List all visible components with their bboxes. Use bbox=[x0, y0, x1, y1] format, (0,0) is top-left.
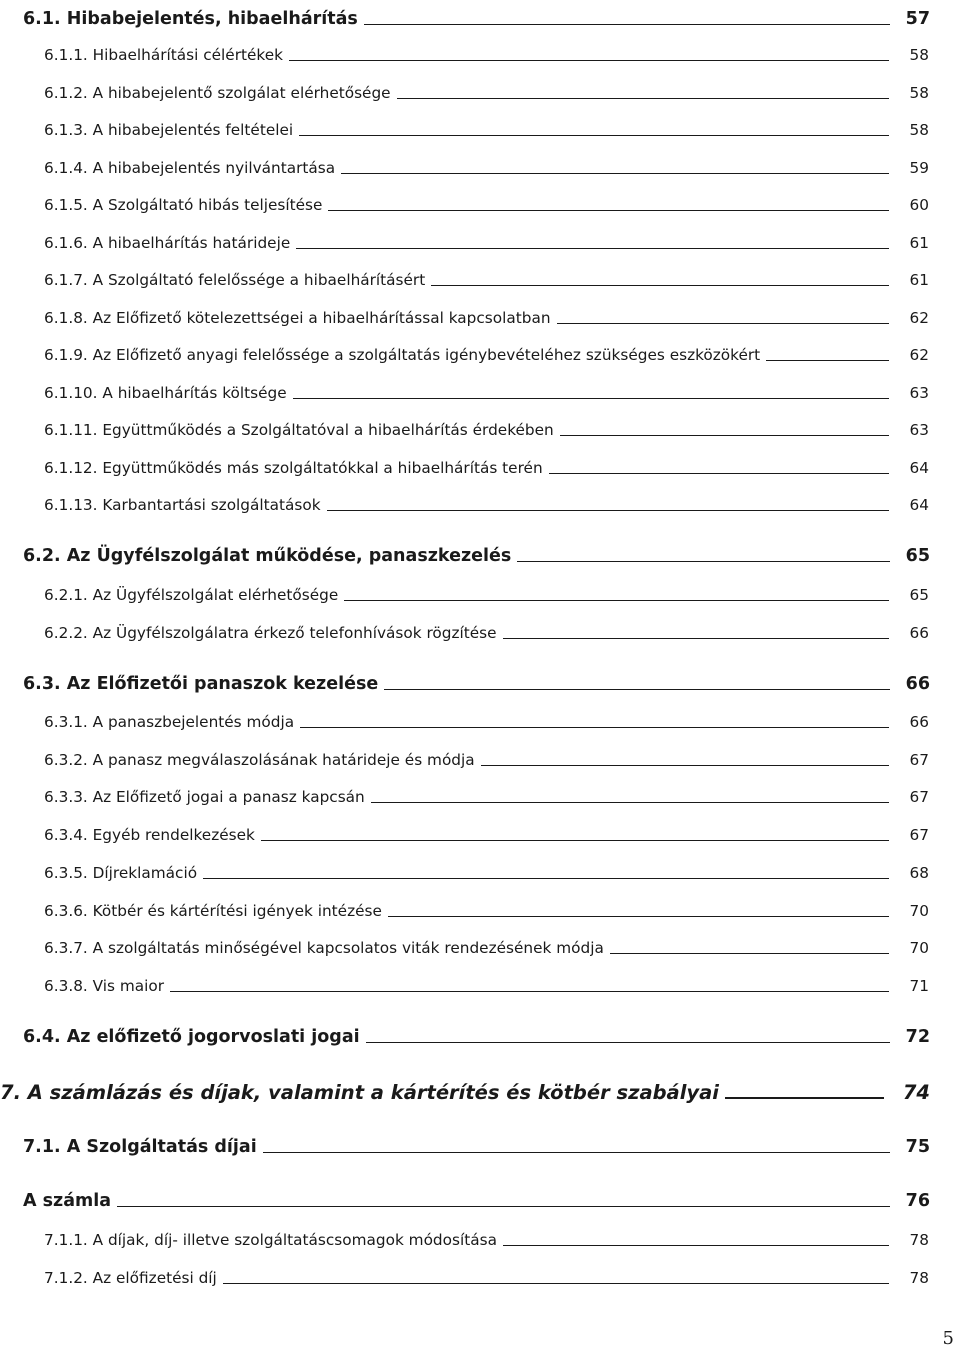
toc-entry-page-number: 67 bbox=[909, 788, 929, 806]
toc-leader-line bbox=[261, 840, 889, 841]
toc-entry-page-number: 59 bbox=[909, 159, 929, 177]
toc-entry-label: 7. A számlázás és díjak, valamint a kártérítés és kötbér szabályai bbox=[0, 1081, 719, 1104]
toc-entry[interactable] bbox=[0, 1257, 960, 1287]
toc-entry-label: 6.1.7. A Szolgáltató felelőssége a hibaelhárításért bbox=[44, 271, 426, 289]
toc-entry-page-number: 66 bbox=[909, 624, 929, 642]
toc-entry-label: 6.3.5. Díjreklamáció bbox=[44, 864, 198, 882]
toc-entry-label: 6.2.1. Az Ügyfélszolgálat elérhetősége bbox=[44, 586, 339, 604]
toc-entry-page-number: 63 bbox=[909, 421, 929, 439]
toc-entry[interactable] bbox=[0, 34, 960, 64]
toc-entry-label: 6.1.4. A hibabejelentés nyilvántartása bbox=[44, 159, 336, 177]
toc-leader-line bbox=[431, 285, 889, 286]
toc-leader-line bbox=[766, 360, 889, 361]
toc-entry-label: 7.1.1. A díjak, díj- illetve szolgáltatáscsomagok módosítása bbox=[44, 1231, 497, 1249]
toc-entry-page-number: 70 bbox=[909, 902, 929, 920]
toc-leader-line bbox=[517, 561, 890, 562]
toc-entry-label: 6.1.12. Együttműködés más szolgáltatókkal a hibaelhárítás terén bbox=[44, 459, 543, 477]
toc-leader-line bbox=[289, 60, 889, 61]
toc-entry[interactable] bbox=[0, 927, 960, 957]
toc-entry[interactable] bbox=[0, 1016, 960, 1046]
toc-entry[interactable] bbox=[0, 612, 960, 642]
toc-entry[interactable] bbox=[0, 447, 960, 477]
toc-entry-page-number: 62 bbox=[909, 346, 929, 364]
toc-entry-page-number: 63 bbox=[909, 384, 929, 402]
toc-entry[interactable] bbox=[0, 1219, 960, 1249]
toc-leader-line bbox=[328, 210, 889, 211]
toc-leader-line bbox=[117, 1206, 890, 1207]
toc-entry[interactable] bbox=[0, 1180, 960, 1210]
toc-entry[interactable] bbox=[0, 776, 960, 806]
toc-entry-page-number: 65 bbox=[909, 586, 929, 604]
toc-entry-label: 6.1.13. Karbantartási szolgáltatások bbox=[44, 496, 321, 514]
page-number: 5 bbox=[942, 1328, 954, 1349]
toc-leader-line bbox=[610, 953, 889, 954]
toc-entry[interactable] bbox=[0, 965, 960, 995]
toc-leader-line bbox=[299, 135, 889, 136]
toc-entry-label: 6.1.3. A hibabejelentés feltételei bbox=[44, 121, 294, 139]
toc-entry-label: 6.1.11. Együttműködés a Szolgáltatóval a hibaelhárítás érdekében bbox=[44, 421, 554, 439]
toc-entry-page-number: 64 bbox=[909, 496, 929, 514]
toc-entry-page-number: 67 bbox=[909, 751, 929, 769]
toc-leader-line bbox=[397, 98, 889, 99]
toc-entry-label: 6.2. Az Ügyfélszolgálat működése, panaszkezelés bbox=[23, 546, 512, 566]
toc-leader-line bbox=[263, 1152, 890, 1153]
toc-entry-label: 6.2.2. Az Ügyfélszolgálatra érkező telefonhívások rögzítése bbox=[44, 624, 497, 642]
toc-entry-label: 6.4. Az előfizető jogorvoslati jogai bbox=[23, 1027, 360, 1047]
toc-leader-line bbox=[170, 991, 889, 992]
toc-entry-page-number: 75 bbox=[905, 1137, 930, 1157]
toc-entry[interactable] bbox=[0, 484, 960, 514]
toc-entry-label: 6.3.2. A panasz megválaszolásának határideje és módja bbox=[44, 751, 475, 769]
toc-entry[interactable] bbox=[0, 334, 960, 364]
toc-entry-page-number: 76 bbox=[905, 1191, 930, 1211]
toc-entry-page-number: 67 bbox=[909, 826, 929, 844]
toc-entry[interactable] bbox=[0, 535, 960, 565]
toc-entry-page-number: 58 bbox=[909, 46, 929, 64]
toc-leader-line bbox=[503, 1245, 889, 1246]
toc-entry-label: 7.1.2. Az előfizetési díj bbox=[44, 1269, 217, 1287]
toc-entry[interactable] bbox=[0, 409, 960, 439]
toc-entry-page-number: 70 bbox=[909, 939, 929, 957]
toc-leader-line bbox=[327, 510, 889, 511]
toc-leader-line bbox=[366, 1042, 890, 1043]
toc-entry[interactable] bbox=[0, 1072, 960, 1102]
toc-entry-label: 6.3. Az Előfizetői panaszok kezelése bbox=[23, 674, 379, 694]
toc-leader-line bbox=[300, 727, 889, 728]
toc-entry-page-number: 68 bbox=[909, 864, 929, 882]
toc-entry[interactable] bbox=[0, 184, 960, 214]
toc-entry[interactable] bbox=[0, 1126, 960, 1156]
toc-leader-line bbox=[725, 1097, 884, 1099]
toc-entry-page-number: 66 bbox=[905, 674, 930, 694]
toc-entry-label: 6.1.1. Hibaelhárítási célértékek bbox=[44, 46, 283, 64]
toc-entry-label: 6.3.7. A szolgáltatás minőségével kapcsolatos viták rendezésének módja bbox=[44, 939, 604, 957]
toc-entry-label: 6.1.9. Az Előfizető anyagi felelőssége a szolgáltatás igénybevételéhez szükséges eszközökért bbox=[44, 346, 761, 364]
toc-entry[interactable] bbox=[0, 0, 960, 28]
toc-entry-label: 6.3.8. Vis maior bbox=[44, 977, 165, 995]
toc-entry[interactable] bbox=[0, 852, 960, 882]
toc-leader-line bbox=[341, 173, 889, 174]
toc-entry[interactable] bbox=[0, 663, 960, 693]
toc-entry-page-number: 57 bbox=[905, 9, 930, 29]
toc-leader-line bbox=[296, 248, 889, 249]
toc-entry[interactable] bbox=[0, 147, 960, 177]
toc-leader-line bbox=[371, 802, 889, 803]
toc-entry[interactable] bbox=[0, 701, 960, 731]
toc-entry-label: 7.1. A Szolgáltatás díjai bbox=[23, 1137, 257, 1157]
toc-entry-page-number: 66 bbox=[909, 713, 929, 731]
toc-entry-page-number: 65 bbox=[905, 546, 930, 566]
toc-entry-page-number: 78 bbox=[909, 1231, 929, 1249]
toc-leader-line bbox=[203, 878, 889, 879]
toc-entry-page-number: 64 bbox=[909, 459, 929, 477]
toc-entry-label: 6.1.2. A hibabejelentő szolgálat elérhetősége bbox=[44, 84, 391, 102]
toc-leader-line bbox=[223, 1283, 889, 1284]
toc-entry[interactable] bbox=[0, 222, 960, 252]
toc-entry-label: 6.3.1. A panaszbejelentés módja bbox=[44, 713, 295, 731]
toc-leader-line bbox=[503, 638, 889, 639]
toc-entry[interactable] bbox=[0, 574, 960, 604]
toc-leader-line bbox=[549, 473, 889, 474]
toc-entry[interactable] bbox=[0, 259, 960, 289]
toc-entry-label: 6.3.4. Egyéb rendelkezések bbox=[44, 826, 255, 844]
toc-leader-line bbox=[384, 689, 890, 690]
toc-entry-page-number: 58 bbox=[909, 84, 929, 102]
toc-entry-label: A számla bbox=[23, 1191, 112, 1211]
toc-entry-label: 6.1.5. A Szolgáltató hibás teljesítése bbox=[44, 196, 323, 214]
toc-leader-line bbox=[481, 765, 889, 766]
toc-entry-label: 6.3.6. Kötbér és kártérítési igények intézése bbox=[44, 902, 382, 920]
toc-leader-line bbox=[344, 600, 889, 601]
toc-entry[interactable] bbox=[0, 109, 960, 139]
toc-entry-page-number: 62 bbox=[909, 309, 929, 327]
toc-entry-page-number: 71 bbox=[909, 977, 929, 995]
toc-entry[interactable] bbox=[0, 297, 960, 327]
toc-entry[interactable] bbox=[0, 739, 960, 769]
toc-leader-line bbox=[557, 323, 889, 324]
toc-entry-label: 6.1.8. Az Előfizető kötelezettségei a hibaelhárítással kapcsolatban bbox=[44, 309, 551, 327]
toc-entry-label: 6.1.10. A hibaelhárítás költsége bbox=[44, 384, 287, 402]
toc-entry-page-number: 60 bbox=[909, 196, 929, 214]
toc-entry[interactable] bbox=[0, 814, 960, 844]
toc-leader-line bbox=[560, 435, 889, 436]
toc-entry-label: 6.1.6. A hibaelhárítás határideje bbox=[44, 234, 291, 252]
toc-entry-page-number: 61 bbox=[909, 271, 929, 289]
toc-leader-line bbox=[388, 916, 889, 917]
toc-entry-page-number: 74 bbox=[902, 1081, 930, 1104]
toc-entry-page-number: 61 bbox=[909, 234, 929, 252]
toc-entry-label: 6.3.3. Az Előfizető jogai a panasz kapcsán bbox=[44, 788, 365, 806]
toc-leader-line bbox=[293, 398, 889, 399]
toc-entry[interactable] bbox=[0, 72, 960, 102]
toc-leader-line bbox=[364, 24, 890, 25]
toc-entry[interactable] bbox=[0, 372, 960, 402]
toc-entry-page-number: 72 bbox=[905, 1027, 930, 1047]
toc-entry-page-number: 78 bbox=[909, 1269, 929, 1287]
toc-entry[interactable] bbox=[0, 890, 960, 920]
toc-entry-label: 6.1. Hibabejelentés, hibaelhárítás bbox=[23, 9, 358, 29]
toc-entry-page-number: 58 bbox=[909, 121, 929, 139]
